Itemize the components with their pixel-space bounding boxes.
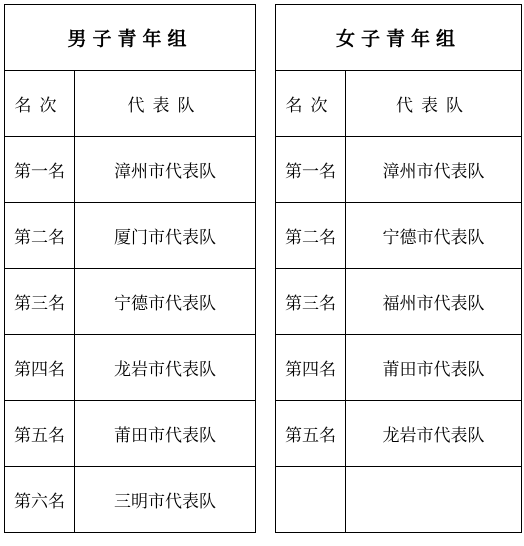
table-row: [5, 137, 256, 203]
empty-row: [276, 467, 522, 533]
table-row: [5, 269, 256, 335]
table-row: [276, 335, 522, 401]
team-cell: 漳州市代表队: [346, 137, 522, 203]
rank-cell: 第一名: [276, 137, 346, 203]
empty-cell: [346, 467, 522, 533]
rank-cell: 第四名: [5, 335, 75, 401]
team-cell: 龙岩市代表队: [75, 335, 256, 401]
rank-cell: 第四名: [276, 335, 346, 401]
team-cell: 漳州市代表队: [75, 137, 256, 203]
table-row: [276, 203, 522, 269]
team-cell: 莆田市代表队: [346, 335, 522, 401]
men-group-title: 男子青年组: [5, 5, 256, 71]
team-cell: 宁德市代表队: [346, 203, 522, 269]
women-group-title: 女子青年组: [276, 5, 522, 71]
team-cell: 莆田市代表队: [75, 401, 256, 467]
women-results-table: [275, 4, 522, 533]
team-cell: 宁德市代表队: [75, 269, 256, 335]
table-row: [276, 401, 522, 467]
rank-cell: 第一名: [5, 137, 75, 203]
team-cell: 厦门市代表队: [75, 203, 256, 269]
women-team-header: 代表队: [346, 71, 522, 137]
women-rank-header: 名次: [276, 71, 346, 137]
men-results-table: [4, 4, 256, 533]
men-rank-header: 名次: [5, 71, 75, 137]
rank-cell: 第二名: [276, 203, 346, 269]
table-row: [5, 335, 256, 401]
rank-cell: 第五名: [5, 401, 75, 467]
rank-cell: 第三名: [276, 269, 346, 335]
team-cell: 福州市代表队: [346, 269, 522, 335]
rank-cell: 第六名: [5, 467, 75, 533]
rank-cell: 第五名: [276, 401, 346, 467]
team-cell: 三明市代表队: [75, 467, 256, 533]
rank-cell: 第二名: [5, 203, 75, 269]
team-cell: 龙岩市代表队: [346, 401, 522, 467]
table-row: [276, 137, 522, 203]
empty-cell: [276, 467, 346, 533]
rank-cell: 第三名: [5, 269, 75, 335]
table-row: [276, 269, 522, 335]
table-row: [5, 203, 256, 269]
men-team-header: 代表队: [75, 71, 256, 137]
table-row: [5, 467, 256, 533]
table-row: [5, 401, 256, 467]
